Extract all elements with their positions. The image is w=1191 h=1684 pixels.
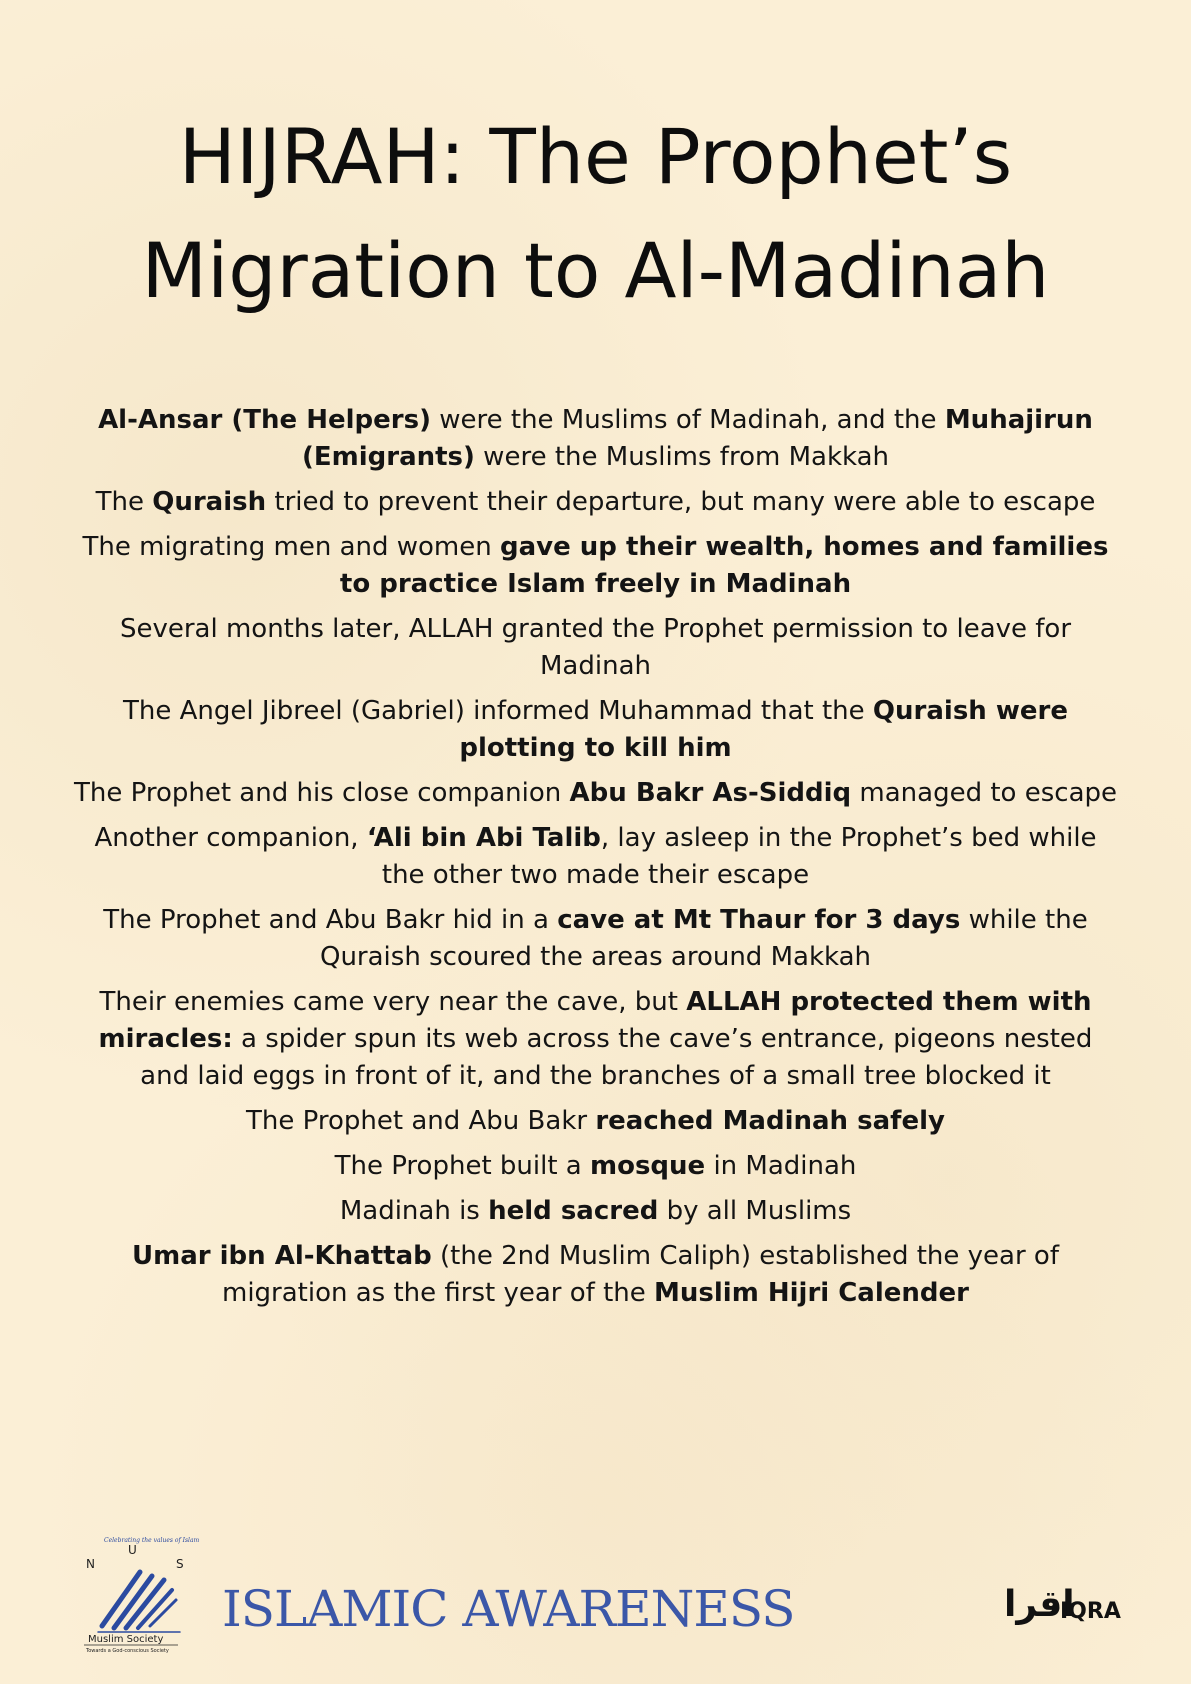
fact-item [70, 611, 1121, 685]
fact-text: while the Quraish scoured the areas around Makkah [319, 905, 1088, 972]
fact-text: The Prophet and his close companion [73, 778, 570, 808]
title-line-2: Migration to Al-Madinah [141, 226, 1050, 315]
fact-emphasis: cave at Mt Thaur for 3 days [557, 905, 961, 935]
fact-text: by all Muslims [658, 1196, 852, 1226]
fact-item [70, 484, 1121, 521]
nus-muslim-society-logo [80, 1528, 200, 1654]
fact-item [70, 1103, 1121, 1140]
fact-emphasis: mosque [590, 1151, 706, 1181]
fact-text: were the Muslims of Madinah, and the [430, 405, 945, 435]
fact-item [70, 529, 1121, 603]
fact-item [70, 1193, 1121, 1230]
fact-text: , lay asleep in the Prophet’s bed while the other two made their escape [381, 823, 1097, 890]
fact-item [70, 693, 1121, 767]
fact-item [70, 820, 1121, 894]
fact-item [70, 1148, 1121, 1185]
logo-letter-n: N [86, 1557, 95, 1571]
fact-text: (the 2nd Muslim Caliph) established the year of migration as the first year of the [222, 1241, 1059, 1308]
fact-text: The Prophet and Abu Bakr hid in a [103, 905, 558, 935]
fact-emphasis: Al-Ansar (The Helpers) [98, 405, 431, 435]
fact-emphasis: Muslim Hijri Calender [654, 1278, 969, 1308]
fact-text: Their enemies came very near the cave, but [99, 987, 687, 1017]
fact-text: in Madinah [705, 1151, 857, 1181]
fact-emphasis: ‘Ali bin Abi Talib [366, 823, 601, 853]
title-line-1: HIJRAH: The Prophet’s [178, 112, 1013, 201]
fact-item [70, 402, 1121, 476]
fact-emphasis: Muhajirun (Emigrants) [301, 405, 1093, 472]
fact-text: managed to escape [851, 778, 1117, 808]
iqra-logo [1002, 1576, 1128, 1628]
fact-text: tried to prevent their departure, but many were able to escape [266, 487, 1096, 517]
fact-item [70, 902, 1121, 976]
fact-emphasis: Umar ibn Al-Khattab [132, 1241, 432, 1271]
fact-text: The migrating men and women [82, 532, 500, 562]
fact-text: The Angel Jibreel (Gabriel) informed Muhammad that the [123, 696, 873, 726]
fact-text: The [95, 487, 153, 517]
fact-text: Madinah is [339, 1196, 489, 1226]
logo-motto: Celebrating the values of Islam [104, 1537, 200, 1544]
fact-emphasis: Quraish [152, 487, 267, 517]
fact-emphasis: Quraish were plotting to kill him [459, 696, 1068, 763]
fact-emphasis: gave up their wealth, homes and families to practice Islam freely in Madinah [339, 532, 1109, 599]
fact-emphasis: ALLAH protected them with miracles: [98, 987, 1092, 1054]
fact-item [70, 984, 1121, 1095]
logo-letter-s: S [176, 1557, 184, 1571]
fact-emphasis: held sacred [488, 1196, 659, 1226]
fact-list [70, 402, 1121, 1320]
page-title [40, 100, 1151, 328]
fact-emphasis: Abu Bakr As-Siddiq [569, 778, 852, 808]
logo-tagline: Towards a God-conscious Society [86, 1648, 169, 1654]
fact-text: Another companion, [94, 823, 367, 853]
fact-text: a spider spun its web across the cave’s entrance, pigeons nested and laid eggs in front of it, and the branches of a small tree blocked it [140, 1024, 1093, 1091]
fact-item [70, 775, 1121, 812]
iqra-arabic-text: اقرا [1004, 1584, 1075, 1625]
fact-item [70, 1238, 1121, 1312]
islamic-awareness-banner: ISLAMIC AWARENESS [222, 1580, 795, 1638]
fact-text: The Prophet and Abu Bakr [246, 1106, 596, 1136]
fact-text: were the Muslims from Makkah [474, 442, 890, 472]
logo-letter-u: U [128, 1543, 137, 1557]
logo-swoosh-mark [98, 1572, 180, 1632]
fact-text: Several months later, ALLAH granted the Prophet permission to leave for Madinah [119, 614, 1072, 681]
fact-emphasis: reached Madinah safely [595, 1106, 945, 1136]
logo-org-name: Muslim Society [88, 1634, 164, 1645]
iqra-latin-text: IQRA [1060, 1599, 1121, 1624]
fact-text: The Prophet built a [334, 1151, 590, 1181]
